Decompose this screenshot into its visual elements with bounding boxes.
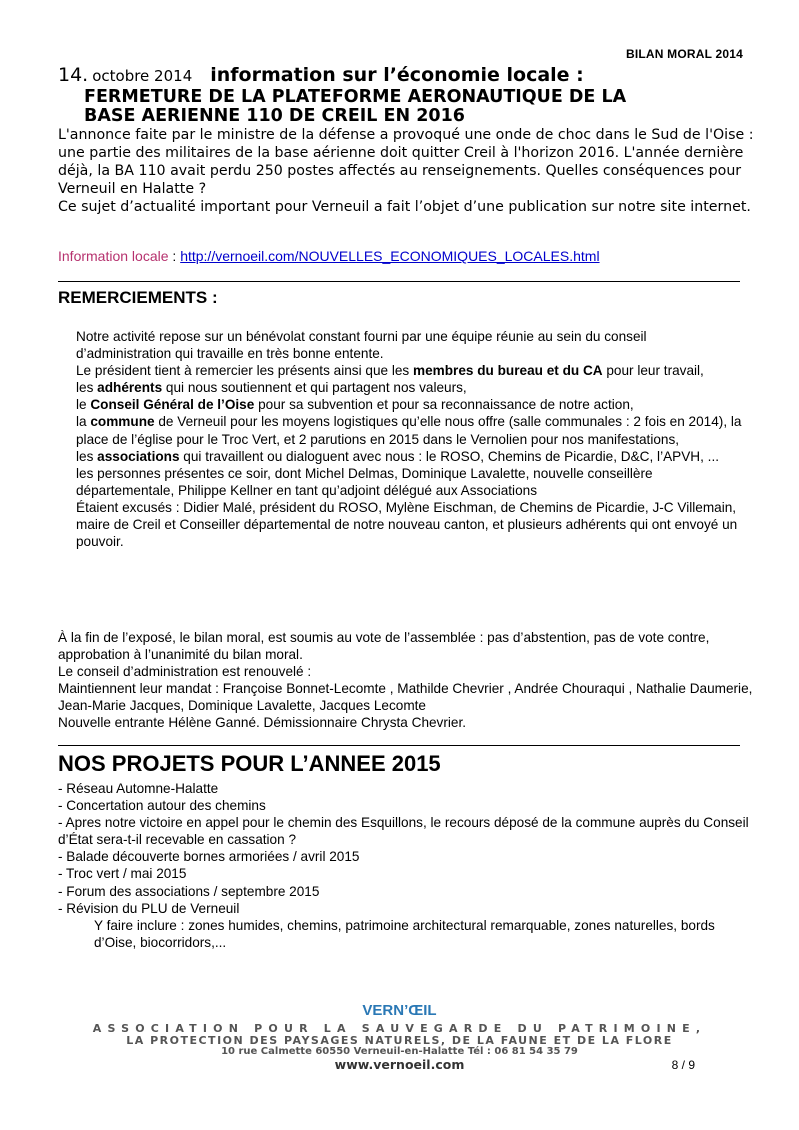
divider — [58, 281, 740, 282]
list-item: - Révision du PLU de Verneuil — [58, 900, 240, 916]
list-item: - Balade découverte bornes armoriées / avril 2015 — [58, 849, 360, 865]
news-headline-line1: FERMETURE DE LA PLATEFORME AERONAUTIQUE DE LA — [84, 87, 627, 107]
news-link-line — [58, 248, 600, 264]
thanks-paragraph: Étaient excusés : Didier Malé, président du ROSO, Mylène Eischman, de Chemins de Picardie, J-C Villemain, maire de Creil et Conseiller départemental de notre nouveau canton, et plusieurs adhérents qui ont envoyé un pouvoir. — [76, 499, 738, 550]
news-link[interactable]: http://vernoeil.com/NOUVELLES_ECONOMIQUES_LOCALES.html — [180, 248, 600, 264]
news-headline — [84, 88, 626, 126]
thanks-heading: REMERCIEMENTS : — [58, 288, 218, 307]
thanks-body — [76, 328, 744, 550]
vote-paragraph: Nouvelle entrante Hélène Ganné. Démissionnaire Chrysta Chevrier. — [58, 715, 467, 731]
running-header: BILAN MORAL 2014 — [625, 47, 743, 61]
footer-tagline-line2: LA PROTECTION DES PAYSAGES NATURELS, DE LA FAUNE ET DE LA FLORE — [126, 1034, 673, 1047]
list-item: - Apres notre victoire en appel pour le chemin des Esquillons, le recours déposé de la commune auprès du Conseil d’État sera-t-il recevable en cassation ? — [58, 815, 749, 848]
news-date-text: octobre 2014 — [92, 67, 193, 85]
thanks-paragraph: les personnes présentes ce soir, dont Michel Delmas, Dominique Lavalette, nouvelle conseillère départementale, Philippe Kellner en tant qu’adjoint délégué aux Associations — [76, 465, 653, 498]
link-separator: : — [168, 248, 181, 264]
news-paragraph: Ce sujet d’actualité important pour Verneuil a fait l’objet d’une publication sur notre site internet. — [58, 199, 751, 215]
news-headline-line2: BASE AERIENNE 110 DE CREIL EN 2016 — [84, 106, 465, 126]
thanks-paragraph: Le président tient à remercier les présents ainsi que les membres du bureau et du CA pour leur travail, — [76, 363, 704, 379]
thanks-paragraph: la commune de Verneuil pour les moyens logistiques qu’elle nous offre (salle communales : 2 fois en 2014), la place de l’église pour le Troc Vert, et 2 parutions en 2015 dans le Vernolien pour nos manifestations, — [76, 414, 742, 447]
thanks-paragraph: le Conseil Général de l’Oise pour sa subvention et pour sa reconnaissance de notre action, — [76, 397, 634, 413]
news-date-line — [58, 64, 584, 86]
news-title: information sur l’économie locale : — [210, 64, 584, 86]
thanks-paragraph: Notre activité repose sur un bénévolat constant fourni par une équipe réunie au sein du conseil d’administration qui travaille en très bonne entente. — [76, 329, 647, 362]
footer-address: 10 rue Calmette 60550 Verneuil-en-Halatte Tél : 06 81 54 35 79 — [221, 1046, 578, 1057]
thanks-paragraph: les adhérents qui nous soutiennent et qui partagent nos valeurs, — [76, 380, 467, 396]
footer-website-link[interactable]: www.vernoeil.com — [334, 1057, 465, 1072]
list-item: - Troc vert / mai 2015 — [58, 866, 187, 882]
list-item: - Forum des associations / septembre 2015 — [58, 883, 320, 899]
divider — [58, 745, 740, 746]
vote-body — [58, 629, 758, 732]
list-item-detail: Y faire inclure : zones humides, chemins, patrimoine architectural remarquable, zones naturelles, bords d’Oise, biocorridors,... — [94, 917, 715, 950]
page-number: 8 / 9 — [671, 1058, 695, 1072]
vote-paragraph: Maintiennent leur mandat : Françoise Bonnet-Lecomte , Mathilde Chevrier , Andrée Chouraqui , Nathalie Daumerie, Jean-Marie Jacques, Dominique Lavalette, Jacques Lecomte — [58, 681, 753, 714]
vote-paragraph: À la fin de l’exposé, le bilan moral, est soumis au vote de l’assemblée : pas d’abstention, pas de vote contre, approbation à l’unanimité du bilan moral. — [58, 630, 710, 663]
news-paragraph: une partie des militaires de la base aérienne doit quitter Creil à l'horizon 2016. L'année dernière déjà, la BA 110 avait perdu 250 postes affectés au renseignements. Quelles conséquences pour Verneuil en Halatte ? — [58, 145, 744, 197]
news-body — [58, 126, 758, 216]
projects-list — [58, 780, 758, 951]
vote-paragraph: Le conseil d’administration est renouvelé : — [58, 664, 312, 680]
list-item: - Concertation autour des chemins — [58, 798, 266, 814]
footer-association-name: VERN’ŒIL — [362, 1002, 437, 1019]
link-label: Information locale — [58, 248, 169, 264]
list-item: - Réseau Automne-Halatte — [58, 781, 219, 796]
projects-heading: NOS PROJETS POUR L’ANNEE 2015 — [58, 751, 441, 776]
thanks-paragraph: les associations qui travaillent ou dialoguent avec nous : le ROSO, Chemins de Picardie, D&C, l’APVH, ... — [76, 448, 719, 464]
news-paragraph: L'annonce faite par le ministre de la défense a provoqué une onde de choc dans le Sud de l'Oise : — [58, 127, 754, 143]
news-date-number: 14. — [58, 64, 89, 86]
footer-tagline-line1: ASSOCIATION POUR LA SAUVEGARDE DU PATRIMOINE, — [92, 1022, 707, 1035]
